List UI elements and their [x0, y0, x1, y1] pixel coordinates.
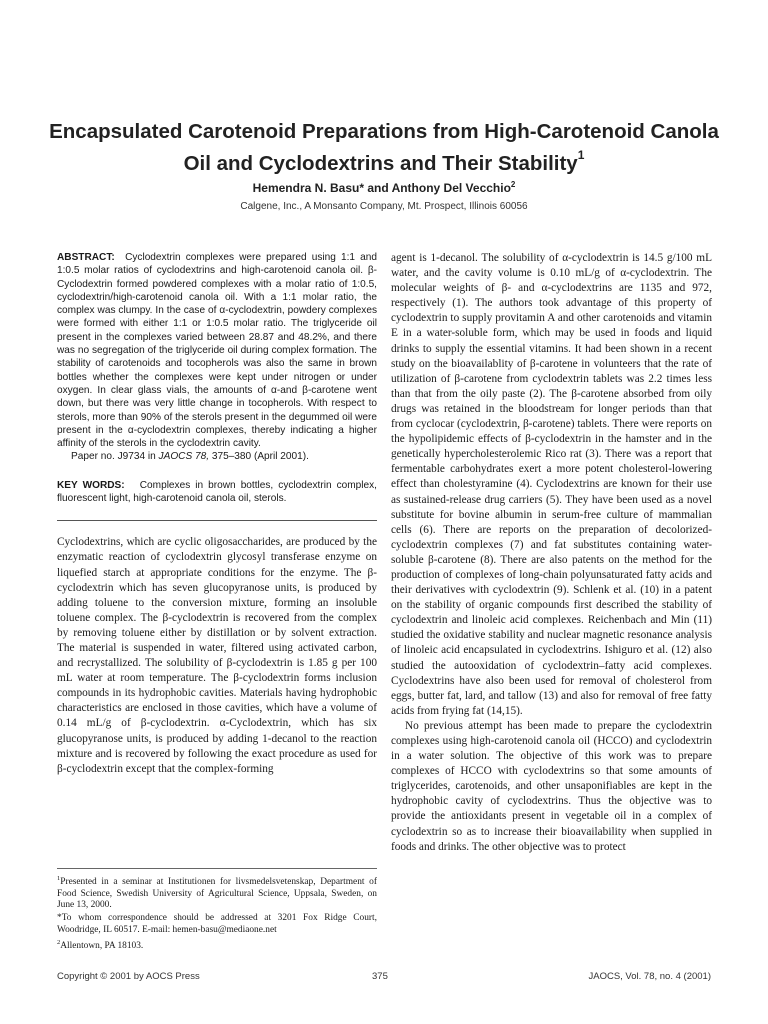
- keywords-label: KEY WORDS:: [57, 479, 125, 491]
- footnote-1-text: Presented in a seminar at Institutionen for livsmedelsvetenskap, Department of Food Science, Swedish University of Agricultural Science, Uppsala, Sweden, on June 13, 2000.: [57, 877, 377, 911]
- footnote-correspondence-text: *To whom correspondence should be addressed at 3201 Fox Ridge Court, Woodridge, IL 60517. E-mail: hemen-basu@mediaone.net: [57, 912, 377, 935]
- title-footnote-mark: 1: [577, 148, 585, 162]
- left-column: [57, 251, 377, 777]
- author-del-vecchio: Anthony Del Vecchio: [391, 181, 511, 195]
- section-divider: [57, 520, 377, 521]
- paper-number: [57, 450, 377, 463]
- body-paragraph-2: agent is 1-decanol. The solubility of α-cyclodextrin is 14.5 g/100 mL water, and the cavity volume is 0.10 mL/g of α-cyclodextrin. The molecular weights of β- and α-cyclodextrins are 1135 and 972, respectively (1). The authors took advantage of this property of cyclodextrin to supply provitamin A and other carotenoids and vitamin E in a water-soluble form, which may be used in foods and liquid drinks to supply the essential vitamins. It had been shown in a recent study on the bioavailablity of β-carotene in volunteers that the rate of utilization of β-carotene from cyclodextrin tablets was 2.2 times less than that from the oily paste (2). The β-carotene absorbed from oily drugs was retained in the bloodstream for longer periods than that from cyclocar (cyclodextrin, β-carotene) tablets. There were reports on the hypolipidemic effects of β-cyclodextrin in the hamster and in the genetically hypercholesterolemic Rico rat (3). There was a report that fermentable carbohydrates exert a more potent cholesterol-lowering effect than cholestyramine (4). Cyclodextrins are known for their use as sustained-release drug carriers (5). They have been used as a novel substitute for bovine albumin in serum-free culture of mammalian cells (6). There are reports on the preparation of decolorized-cyclodextrin complexes (7) and fat substitutes containing water-soluble β-carotene (8). There are also patents on the method for the production of complexes of long-chain polyunsaturated fatty acids and their derivatives with cyclodextrin (9). Schlenk et al. (10) in a patent on the stability of organic compounds first described the stability of cyclodextrin and linoleic acid complexes. Reichenbach and Min (11) studied the oxidative stability and nuclear magnetic resonance analysis of linoleic acid encapsulated in cyclodextrins. Ishiguro et al. (12) also studied the autooxidation of cyclodextrin–fatty acid complexes. Cyclodextrins have also been used for removal of cholesterol from eggs, butter fat, lard, and tallow (13) and also for removal of free fatty acids from frying fat (14,15).: [391, 252, 712, 717]
- title-text: Encapsulated Carotenoid Preparations from High-Carotenoid Canola Oil and Cyclodextrins and Their Stability: [49, 120, 719, 175]
- article-title: [40, 118, 728, 177]
- page-number: 375: [372, 971, 388, 982]
- footnotes: [57, 868, 377, 954]
- footnote-1: [57, 873, 377, 912]
- body-paragraph-1: Cyclodextrins, which are cyclic oligosaccharides, are produced by the enzymatic reaction of cyclodextrin glycosyl transferase enzyme on liquefied starch at appropriate conditions for the enzyme. The β-cyclodextrin which has seven glucopyranose units, is produced by adding toluene to the conversion mixture, forming an insoluble toluene complex. The β-cyclodextrin is recovered from the complex by removing toluene either by distillation or by solvent extraction. The material is suspended in water, filtered using activated carbon, and recrystallized. The solubility of β-cyclodextrin is 1.85 g per 100 mL water at room temperature. The β-cyclodextrin forms inclusion compounds in its hydrophobic cavities. Materials having hydrophobic characteristics are enclosed in those cavities, which have a volume of 0.14 mL/g of β-cyclodextrin. α-Cyclodextrin, which has six glucopyranose units, is produced by adding 1-decanol to the reaction mixture and is recovered by following the exact procedure as used for β-cyclodextrin except that the complex-forming: [57, 536, 377, 775]
- abstract: [57, 251, 377, 450]
- right-column: [391, 251, 712, 855]
- keywords-text: Complexes in brown bottles, cyclodextrin complex, fluorescent light, high-carotenoid canola oil, sterols.: [57, 479, 377, 505]
- author-footnote-mark: 2: [510, 180, 516, 189]
- footnote-2-text: Allentown, PA 18103.: [60, 941, 144, 952]
- keywords: [57, 479, 377, 506]
- journal-ref: JAOCS 78,: [158, 451, 210, 463]
- abstract-text: Cyclodextrin complexes were prepared using 1:1 and 1:0.5 molar ratios of cyclodextrins and high-carotenoid canola oil. β-Cyclodextrin formed powdered complexes with a molar ratio of 1:0.5, cyclodextrin/high-carotenoid canola oil. With a 1:1 molar ratio, the complex was clumpy. In the case of α-cyclodextrin, powdery complexes were formed with either 1:1 or 1:0.5 molar ratio. The triglyceride oil present in the complexes varied between 28.87 and 48.2%, and there was no segregation of the triglyceride oil during complex formation. The stability of carotenoids and tocopherols was also the same in brown bottles whether the complexes were kept under nitrogen or under oxygen. In clear glass vials, the amounts of α-and β-carotene went down, but there was very little change in tocopherols. With respect to sterols, more than 90% of the sterols present in the degummed oil were present in the α-cyclodextrin complexes, thereby indicating a higher affinity of the sterols in the cyclodextrin cavity.: [57, 252, 377, 450]
- body-paragraph-3: No previous attempt has been made to prepare the cyclodextrin complexes using high-carotenoid canola oil (HCCO) and cyclodextrin in a water solution. The objective of this work was to prepare complexes of HCCO with cyclodextrins so that some amounts of triglycerides, carotenoids, and other unsaponifiables are kept in the hydrophobic cavity of cyclodextrins. Thus the objective was to provide the antioxidants present in vegetable oil in a complex of cyclodextrin so as to increase their bioavailability when supplied in foods and drinks. The other objective was to protect: [391, 719, 712, 853]
- footnote-2: [57, 937, 377, 953]
- footnote-1-mark: 1: [57, 875, 61, 882]
- copyright-notice: Copyright © 2001 by AOCS Press: [57, 971, 200, 982]
- paper-no-prefix: Paper no. J9734 in: [71, 451, 159, 463]
- author-basu: Hemendra N. Basu*: [252, 181, 364, 195]
- footnote-correspondence: [57, 913, 377, 936]
- author-line: [40, 180, 728, 195]
- journal-citation: JAOCS, Vol. 78, no. 4 (2001): [588, 971, 711, 982]
- affiliation: Calgene, Inc., A Monsanto Company, Mt. Prospect, Illinois 60056: [240, 201, 528, 212]
- abstract-label: ABSTRACT:: [57, 252, 115, 263]
- paper-no-suffix: 375–380 (April 2001).: [209, 451, 309, 463]
- author-connector: and: [364, 181, 392, 195]
- footnote-2-mark: 2: [57, 939, 61, 947]
